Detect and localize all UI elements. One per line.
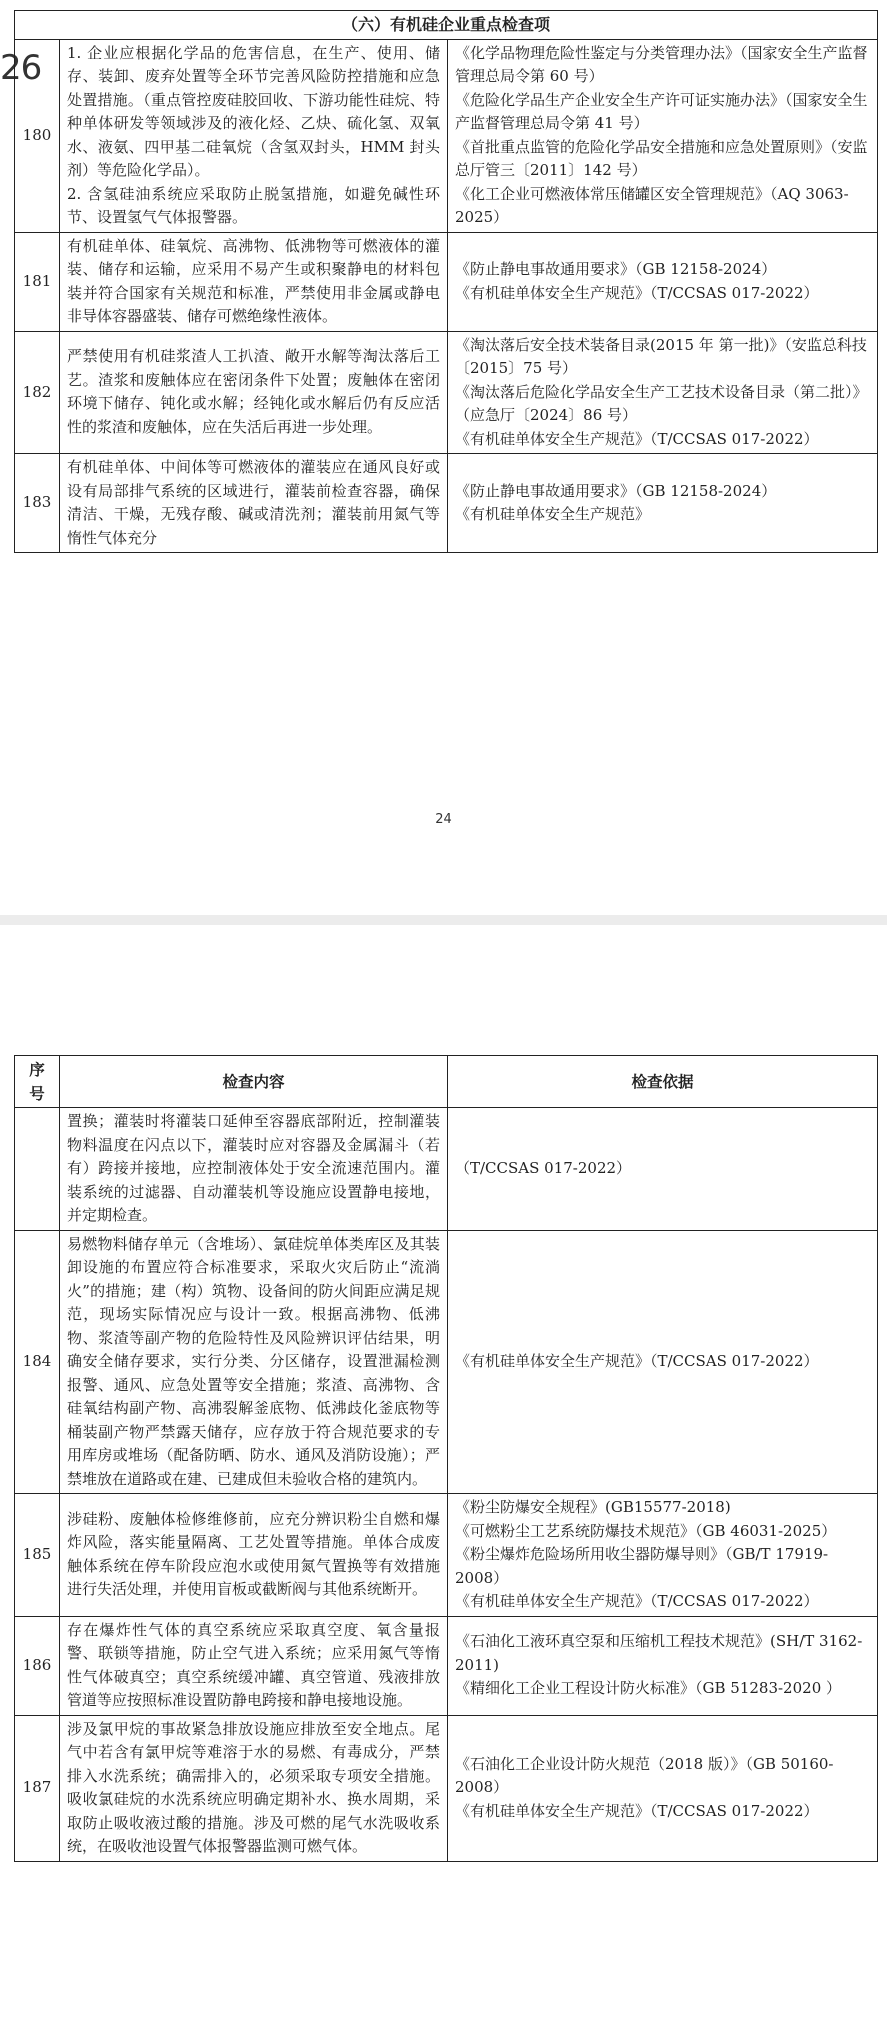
basis-reference: 《淘汰落后危险化学品安全生产工艺技术设备目录（第二批）》（应急厅〔2024〕86 号） <box>455 382 868 424</box>
table-header-row <box>15 1056 878 1108</box>
basis-reference: 《防止静电事故通用要求》（GB 12158-2024） <box>455 260 777 278</box>
check-basis <box>448 331 878 454</box>
table-row <box>15 39 878 232</box>
row-number: 183 <box>15 454 60 553</box>
check-content <box>60 1616 448 1715</box>
header-content: 检查内容 <box>60 1056 448 1108</box>
check-content <box>60 331 448 454</box>
check-content <box>60 1108 448 1231</box>
basis-reference: 《有机硅单体安全生产规范》（T/CCSAS 017-2022） <box>455 1352 819 1370</box>
basis-reference: 《首批重点监管的危险化学品安全措施和应急处置原则》（安监总厅管三〔2011〕142 号） <box>455 137 868 179</box>
check-content <box>60 1715 448 1861</box>
inspection-table-page-1 <box>14 10 878 553</box>
document-page-1 <box>0 0 887 915</box>
header-num: 序号 <box>15 1056 60 1108</box>
table-row <box>15 1108 878 1231</box>
content-paragraph: 有机硅单体、硅氧烷、高沸物、低沸物等可燃液体的灌装、储存和运输，应采用不易产生或积聚静电的材料包装并符合国家有关规范和标准，严禁使用非金属或静电非导体容器盛装、储存可燃绝缘性液体。 <box>67 236 440 325</box>
check-basis <box>448 454 878 553</box>
check-basis <box>448 39 878 232</box>
content-paragraph: 有机硅单体、中间体等可燃液体的灌装应在通风良好或设有局部排气系统的区域进行，灌装前检查容器，确保清洁、干燥，无残存酸、碱或清洗剂；灌装前用氮气等惰性气体充分 <box>67 458 440 547</box>
basis-reference: 《危险化学品生产企业安全生产许可证实施办法》（国家安全生产监督管理总局令第 41 号） <box>455 90 868 132</box>
check-content <box>60 232 448 331</box>
basis-reference: 《粉尘爆炸危险场所用收尘器防爆导则》（GB/T 17919-2008） <box>455 1545 829 1587</box>
check-basis <box>448 1715 878 1861</box>
content-paragraph: 1. 企业应根据化学品的危害信息，在生产、使用、储存、装卸、废弃处置等全环节完善风险防控措施和应急处置措施。（重点管控废硅胶回收、下游功能性硅烷、特种单体研发等领域涉及的液化烃、乙炔、硫化氢、双氧水、液氨、四甲基二硅氧烷（含氢双封头，HMM 封头剂）等危险化学品）。 <box>67 43 440 179</box>
basis-reference: 《有机硅单体安全生产规范》（T/CCSAS 017-2022） <box>455 283 819 302</box>
content-paragraph: 严禁使用有机硅浆渣人工扒渣、敞开水解等淘汰落后工艺。渣浆和废触体应在密闭条件下处置；废触体在密闭环境下储存、钝化或水解；经钝化或水解后仍有反应活性的浆渣和废触体，应在失活后再进一步处理。 <box>67 347 440 436</box>
basis-reference: 《粉尘防爆安全规程》(GB15577-2018) <box>455 1498 731 1516</box>
page-separator <box>0 915 887 925</box>
row-number: 187 <box>15 1715 60 1861</box>
row-number: 184 <box>15 1230 60 1494</box>
basis-reference: 《有机硅单体安全生产规范》（T/CCSAS 017-2022） <box>455 429 819 448</box>
basis-reference: 《淘汰落后安全技术装备目录(2015 年 第一批)》（安监总科技〔2015〕75 号） <box>455 335 867 377</box>
table-row <box>15 232 878 331</box>
row-number <box>15 1108 60 1231</box>
table-row <box>15 1715 878 1861</box>
page-number: 24 <box>435 812 452 827</box>
content-paragraph: 易燃物料储存单元（含堆场）、氯硅烷单体类库区及其装卸设施的布置应符合标准要求，采取火灾后防止“流淌火”的措施；建（构）筑物、设备间的防火间距应满足规范，现场实际情况应与设计一致。根据高沸物、低沸物、浆渣等副产物的危险特性及风险辨识评估结果，明确安全储存要求，实行分类、分区储存，设置泄漏检测报警、通风、应急处置等安全措施；浆渣、高沸物、含硅氧结构副产物、高沸裂解釜底物、低沸歧化釜底物等桶装副产物严禁露天储存，应存放于符合规范要求的专用库房或堆场（配备防晒、防水、通风及消防设施）；严禁堆放在道路或在建、已建成但未验收合格的建筑内。 <box>67 1234 440 1488</box>
table-row <box>15 1230 878 1494</box>
content-paragraph: 涉及氯甲烷的事故紧急排放设施应排放至安全地点。尾气中若含有氯甲烷等难溶于水的易燃、有毒成分，严禁排入水洗系统；确需排入的，必须采取专项安全措施。吸收氯硅烷的水洗系统应明确定期补水、换水周期，采取防止吸收液过酸的措施。涉及可燃的尾气水洗吸收系统，在吸收池设置气体报警器监测可燃气体。 <box>67 1719 440 1855</box>
content-paragraph: 涉硅粉、废触体检修维修前，应充分辨识粉尘自燃和爆炸风险，落实能量隔离、工艺处置等措施。单体合成废触体系统在停车阶段应泡水或使用氮气置换等有效措施进行失活处理，并使用盲板或截断阀与其他系统断开。 <box>67 1509 440 1599</box>
basis-reference: 《精细化工企业工程设计防火标准》（GB 51283-2020 ） <box>455 1679 842 1698</box>
basis-reference: 《有机硅单体安全生产规范》 <box>455 505 651 523</box>
section-header-row <box>15 11 878 40</box>
check-basis <box>448 1616 878 1715</box>
table-row <box>15 454 878 553</box>
inspection-table-page-2 <box>14 1055 878 1862</box>
check-basis <box>448 232 878 331</box>
table-row <box>15 331 878 454</box>
content-paragraph: 置换；灌装时将灌装口延伸至容器底部附近，控制灌装物料温度在闪点以下，灌装时应对容器及金属漏斗（若有）跨接并接地，应控制液体处于安全流速范围内。灌装系统的过滤器、自动灌装机等设施应设置静电接地，并定期检查。 <box>67 1112 440 1224</box>
row-number: 186 <box>15 1616 60 1715</box>
table-row <box>15 1616 878 1715</box>
basis-reference: 《化工企业可燃液体常压储罐区安全管理规范》（AQ 3063-2025） <box>455 184 849 226</box>
header-basis: 检查依据 <box>448 1056 878 1108</box>
check-basis <box>448 1230 878 1494</box>
side-page-fragment: 26 <box>0 48 42 88</box>
check-content <box>60 454 448 553</box>
check-content <box>60 1494 448 1617</box>
row-number: 182 <box>15 331 60 454</box>
check-content <box>60 39 448 232</box>
row-number: 185 <box>15 1494 60 1617</box>
basis-reference: 《可燃粉尘工艺系统防爆技术规范》（GB 46031-2025） <box>455 1521 837 1540</box>
basis-reference: 《防止静电事故通用要求》（GB 12158-2024） <box>455 481 777 500</box>
table-row <box>15 1494 878 1617</box>
row-number: 181 <box>15 232 60 331</box>
check-basis <box>448 1494 878 1617</box>
check-content <box>60 1230 448 1494</box>
row-number: 180 <box>15 39 60 232</box>
content-paragraph: 存在爆炸性气体的真空系统应采取真空度、氧含量报警、联锁等措施，防止空气进入系统；应采用氮气等惰性气体破真空；真空系统缓冲罐、真空管道、残液排放管道等应按照标准设置防静电跨接和静电接地设施。 <box>67 1620 440 1709</box>
basis-reference: 《石油化工液环真空泵和压缩机工程技术规范》(SH/T 3162-2011) <box>455 1632 863 1674</box>
basis-reference: 《石油化工企业设计防火规范（2018 版）》（GB 50160-2008） <box>455 1754 834 1797</box>
section-title: （六）有机硅企业重点检查项 <box>15 11 878 40</box>
content-paragraph: 2. 含氢硅油系统应采取防止脱氢措施，如避免碱性环节、设置氢气气体报警器。 <box>67 184 440 226</box>
basis-reference: 《有机硅单体安全生产规范》（T/CCSAS 017-2022） <box>455 1801 819 1820</box>
basis-reference: （T/CCSAS 017-2022） <box>455 1159 632 1177</box>
basis-reference: 《化学品物理危险性鉴定与分类管理办法》（国家安全生产监督管理总局令第 60 号） <box>455 43 868 85</box>
check-basis <box>448 1108 878 1231</box>
basis-reference: 《有机硅单体安全生产规范》（T/CCSAS 017-2022） <box>455 1592 819 1610</box>
